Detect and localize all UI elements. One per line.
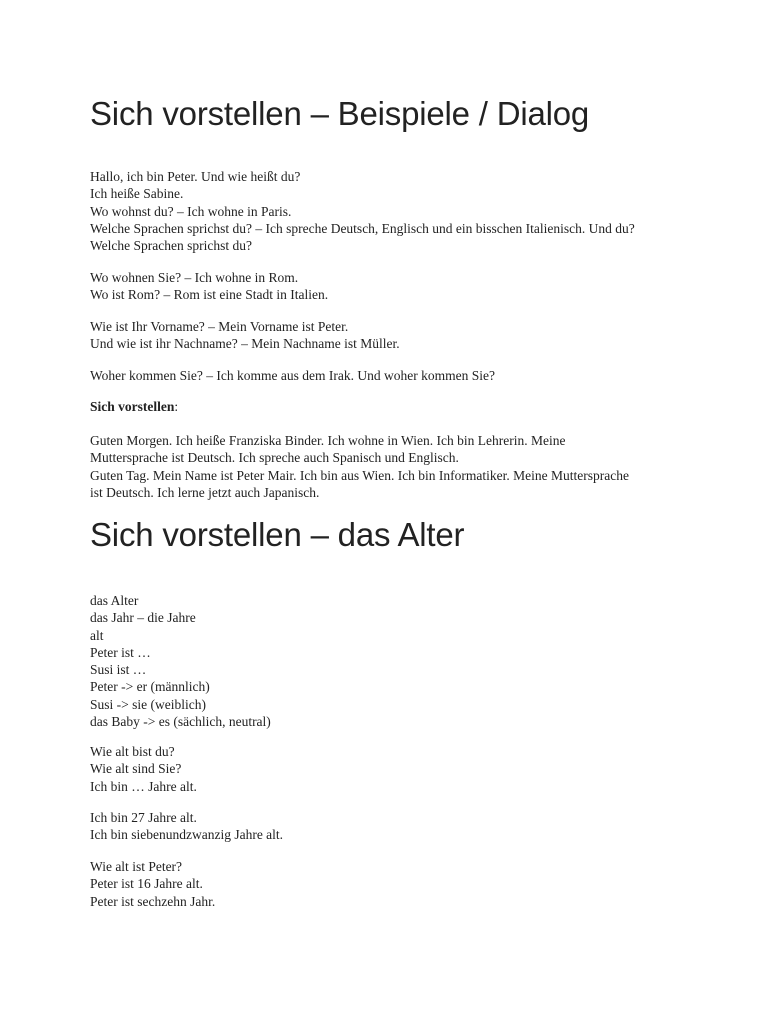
- vocab-line: Peter ist …: [90, 644, 151, 660]
- intro-label-colon: :: [174, 399, 179, 414]
- dialog-line: Hallo, ich bin Peter. Und wie heißt du?: [90, 169, 301, 184]
- dialog-line: Welche Sprachen sprichst du?: [90, 238, 252, 254]
- dialog-line: Wo ist Rom? – Rom ist eine Stadt in Italien.: [90, 287, 329, 303]
- vocab-line: alt: [90, 627, 104, 643]
- question-paragraph: [90, 743, 690, 795]
- vocab-line: das Alter: [90, 593, 139, 608]
- vocab-line: das Jahr – die Jahre: [90, 610, 196, 626]
- dialog-line: Ich heiße Sabine.: [90, 186, 184, 202]
- dialog-line: Welche Sprachen sprichst du? – Ich spreche Deutsch, Englisch und ein bisschen Italienisch. Und du?: [90, 220, 635, 236]
- dialog-paragraph-4: [90, 367, 690, 384]
- intro-line: Guten Tag. Mein Name ist Peter Mair. Ich bin aus Wien. Ich bin Informatiker. Meine Muttersprache: [90, 467, 629, 483]
- vocab-line: das Baby -> es (sächlich, neutral): [90, 714, 271, 730]
- dialog-line: Und wie ist ihr Nachname? – Mein Nachname ist Müller.: [90, 336, 400, 352]
- peter-age-line: Peter ist sechzehn Jahr.: [90, 893, 216, 909]
- vocab-line: Peter -> er (männlich): [90, 679, 210, 695]
- question-line: Wie alt bist du?: [90, 744, 175, 759]
- vocab-paragraph: [90, 592, 690, 730]
- vocab-line: Susi -> sie (weiblich): [90, 696, 206, 712]
- dialog-line: Wie ist Ihr Vorname? – Mein Vorname ist Peter.: [90, 319, 349, 334]
- dialog-line: Wo wohnst du? – Ich wohne in Paris.: [90, 203, 292, 219]
- dialog-paragraph-3: [90, 318, 690, 353]
- intro-line: Guten Morgen. Ich heiße Franziska Binder. Ich wohne in Wien. Ich bin Lehrerin. Meine: [90, 433, 566, 448]
- question-line: Wie alt sind Sie?: [90, 761, 182, 777]
- vocab-line: Susi ist …: [90, 662, 147, 678]
- dialog-paragraph-2: [90, 269, 690, 304]
- peter-age-line: Peter ist 16 Jahre alt.: [90, 876, 203, 892]
- answer-paragraph: [90, 809, 690, 844]
- question-line: Ich bin … Jahre alt.: [90, 778, 197, 794]
- dialog-paragraph-1: [90, 168, 690, 254]
- answer-line: Ich bin siebenundzwanzig Jahre alt.: [90, 827, 284, 843]
- peter-age-paragraph: [90, 858, 690, 910]
- section-heading-age: Sich vorstellen – das Alter: [90, 516, 465, 553]
- dialog-line: Wo wohnen Sie? – Ich wohne in Rom.: [90, 270, 299, 285]
- intro-label-line: [90, 398, 690, 415]
- intro-label: Sich vorstellen: [90, 399, 175, 414]
- dialog-line: Woher kommen Sie? – Ich komme aus dem Irak. Und woher kommen Sie?: [90, 368, 495, 383]
- intro-paragraph: [90, 432, 690, 501]
- intro-label-paragraph: [90, 398, 690, 415]
- intro-line: Muttersprache ist Deutsch. Ich spreche auch Spanisch und Englisch.: [90, 450, 459, 466]
- answer-line: Ich bin 27 Jahre alt.: [90, 810, 197, 825]
- section-heading-dialog: Sich vorstellen – Beispiele / Dialog: [90, 95, 590, 132]
- peter-age-line: Wie alt ist Peter?: [90, 859, 183, 874]
- intro-line: ist Deutsch. Ich lerne jetzt auch Japanisch.: [90, 484, 320, 500]
